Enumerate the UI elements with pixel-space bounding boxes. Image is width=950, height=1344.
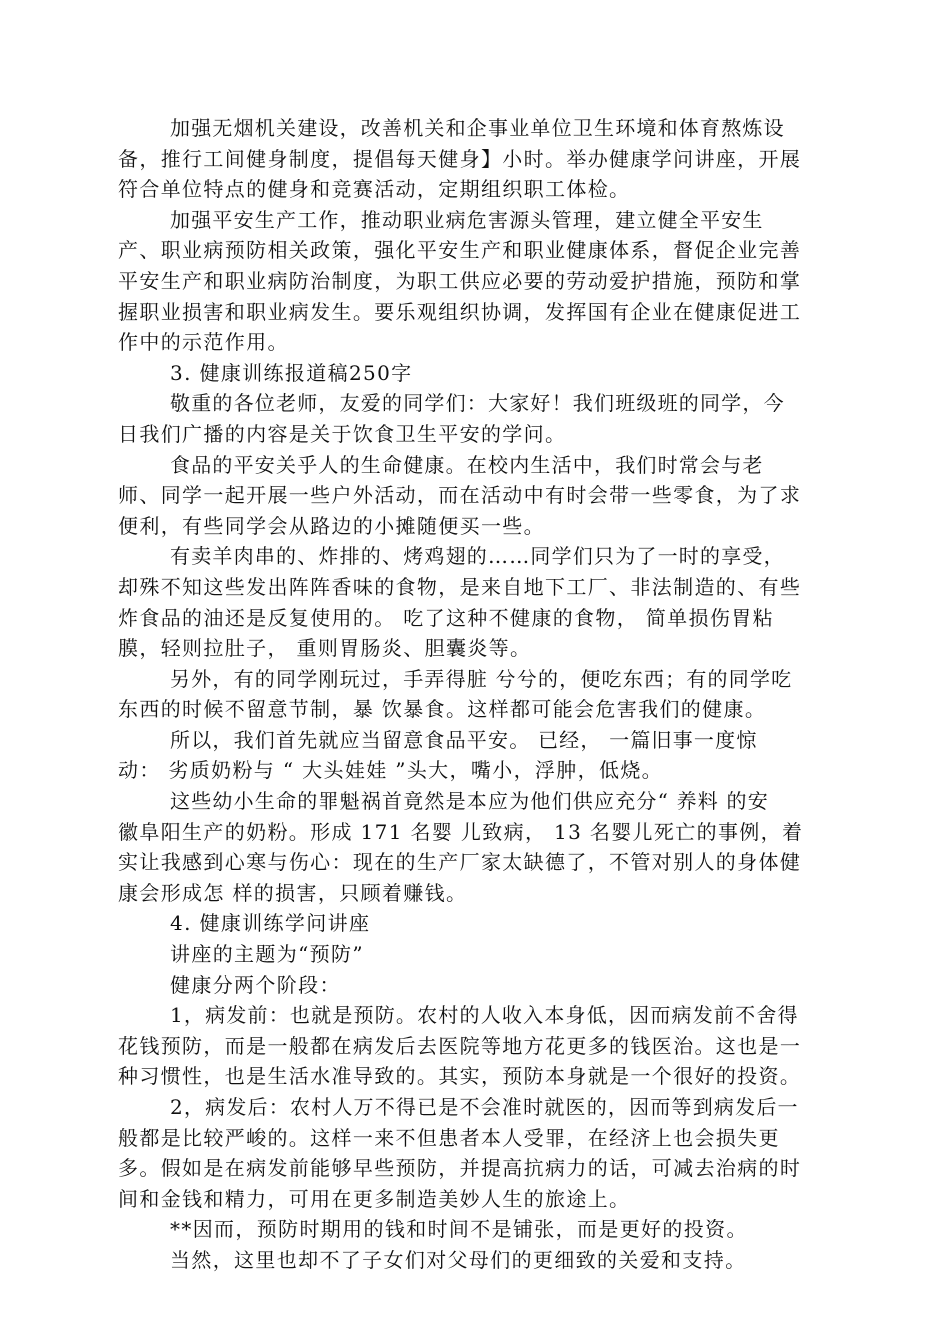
line-text: 炸食品的油还是反复使用的。 吃了这种不健康的食物， 简单损伤胃粘 xyxy=(118,605,774,630)
text-line xyxy=(0,205,950,236)
text-line xyxy=(0,970,950,1001)
text-line xyxy=(0,694,950,725)
line-text: 备，推行工间健身制度，提倡每天健身】小时。举办健康学问讲座，开展 xyxy=(118,146,802,171)
line-text: 康会形成怎 样的损害，只顾着赚钱。 xyxy=(118,880,468,905)
text-line xyxy=(0,725,950,756)
line-text: 平安生产和职业病防治制度，为职工供应必要的劳动爱护措施，预防和掌 xyxy=(118,268,802,293)
text-line xyxy=(0,266,950,297)
line-text: 师、同学一起开展一些户外活动，而在活动中有时会带一些零食，为了求 xyxy=(118,483,802,508)
line-text: 作中的示范作用。 xyxy=(118,330,289,355)
text-line xyxy=(0,603,950,634)
text-line xyxy=(0,664,950,695)
text-line xyxy=(0,450,950,481)
line-text: 有卖羊肉串的、炸排的、烤鸡翅的……同学们只为了一时的享受， xyxy=(170,544,785,569)
text-line xyxy=(0,511,950,542)
text-line xyxy=(0,419,950,450)
text-line xyxy=(0,174,950,205)
line-text: 敬重的各位老师，友爱的同学们：大家好！我们班级班的同学，今 xyxy=(170,391,785,416)
text-line xyxy=(0,1123,950,1154)
text-line xyxy=(0,1214,950,1245)
text-line xyxy=(0,633,950,664)
line-text: 间和金钱和精力，可用在更多制造美妙人生的旅途上。 xyxy=(118,1186,631,1211)
line-text: 东西的时候不留意节制，暴 饮暴食。这样都可能会危害我们的健康。 xyxy=(118,697,767,722)
line-text: 徽阜阳生产的奶粉。形成 171 名婴 儿致病， 13 名婴儿死亡的事例，着 xyxy=(118,819,804,844)
text-line xyxy=(0,878,950,909)
line-text: 讲座的主题为“预防” xyxy=(170,942,364,967)
line-text: 4. 健康训练学问讲座 xyxy=(170,911,371,936)
line-text: **因而，预防时期用的钱和时间不是铺张，而是更好的投资。 xyxy=(170,1217,748,1242)
line-text: 所以，我们首先就应当留意食品平安。 已经， 一篇旧事一度惊 xyxy=(170,727,758,752)
text-line xyxy=(0,358,950,389)
text-line xyxy=(0,755,950,786)
text-line xyxy=(0,144,950,175)
line-text: 当然，这里也却不了子女们对父母们的更细致的关爱和支持。 xyxy=(170,1247,747,1272)
line-text: 般都是比较严峻的。这样一来不但患者本人受罪，在经济上也会损失更 xyxy=(118,1125,780,1150)
line-text: 3. 健康训练报道稿250字 xyxy=(170,360,413,385)
line-text: 握职业损害和职业病发生。要乐观组织协调，发挥国有企业在健康促进工 xyxy=(118,299,802,324)
line-text: 种习惯性，也是生活水准导致的。其实，预防本身就是一个很好的投资。 xyxy=(118,1064,802,1089)
line-text: 花钱预防，而是一般都在病发后去医院等地方花更多的钱医治。这也是一 xyxy=(118,1033,802,1058)
line-text: 产、职业病预防相关政策，强化平安生产和职业健康体系，督促企业完善 xyxy=(118,238,802,263)
text-line xyxy=(0,480,950,511)
text-line xyxy=(0,908,950,939)
line-text: 食品的平安关乎人的生命健康。在校内生活中，我们时常会与老 xyxy=(170,452,764,477)
text-line xyxy=(0,939,950,970)
text-line xyxy=(0,113,950,144)
text-line xyxy=(0,847,950,878)
line-text: 多。假如是在病发前能够早些预防，并提高抗病力的话，可减去治病的时 xyxy=(118,1156,802,1181)
text-line xyxy=(0,1061,950,1092)
line-text: 1，病发前：也就是预防。农村的人收入本身低，因而病发前不舍得 xyxy=(170,1003,799,1028)
text-line xyxy=(0,235,950,266)
line-text: 这些幼小生命的罪魁祸首竟然是本应为他们供应充分“ 养料 的安 xyxy=(170,789,769,814)
line-text: 便利，有些同学会从路边的小摊随便买一些。 xyxy=(118,513,545,538)
text-line xyxy=(0,1245,950,1276)
text-line xyxy=(0,327,950,358)
text-line xyxy=(0,1184,950,1215)
text-line xyxy=(0,572,950,603)
text-line xyxy=(0,817,950,848)
line-text: 却殊不知这些发出阵阵香味的食物，是来自地下工厂、非法制造的、有些 xyxy=(118,574,802,599)
text-line xyxy=(0,1000,950,1031)
line-text: 2，病发后：农村人万不得已是不会准时就医的，因而等到病发后一 xyxy=(170,1095,799,1119)
text-line xyxy=(0,541,950,572)
line-text: 加强无烟机关建设，改善机关和企事业单位卫生环境和体育熬炼设 xyxy=(170,116,785,140)
line-text: 日我们广播的内容是关于饮食卫生平安的学问。 xyxy=(118,421,567,446)
line-text: 健康分两个阶段： xyxy=(170,972,341,997)
line-text: 实让我感到心寒与伤心：现在的生产厂家太缺德了，不管对别人的身体健 xyxy=(118,850,802,875)
line-text: 符合单位特点的健身和竞赛活动，定期组织职工体检。 xyxy=(118,177,631,202)
text-line xyxy=(0,1092,950,1123)
text-line xyxy=(0,786,950,817)
line-text: 加强平安生产工作，推动职业病危害源头管理，建立健全平安生 xyxy=(170,207,764,232)
line-text: 另外，有的同学刚玩过，手弄得脏 兮兮的，便吃东西；有的同学吃 xyxy=(170,666,793,691)
text-line xyxy=(0,388,950,419)
document-body xyxy=(0,113,950,1276)
line-text: 膜，轻则拉肚子， 重则胃肠炎、胆囊炎等。 xyxy=(118,636,532,661)
text-line xyxy=(0,1031,950,1062)
line-text: 动： 劣质奶粉与 “ 大头娃娃 ”头大，嘴小，浮肿，低烧。 xyxy=(118,758,664,783)
text-line xyxy=(0,297,950,328)
text-line xyxy=(0,1153,950,1184)
